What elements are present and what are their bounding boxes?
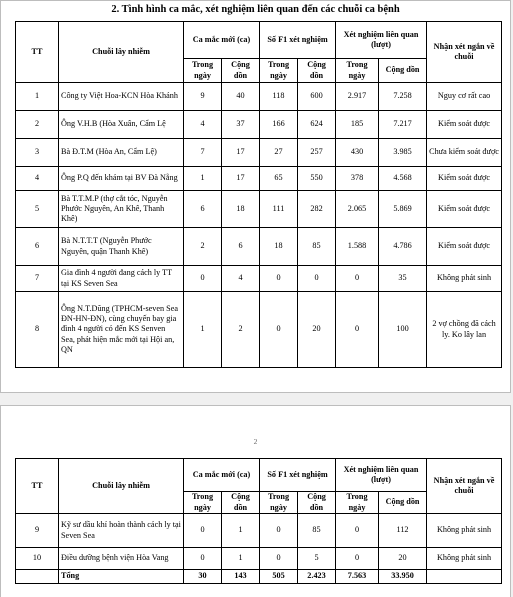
chain-name: Điều dưỡng bệnh viện Hòa Vang [59, 548, 184, 570]
total-f1-day: 505 [260, 570, 298, 584]
col-cases: Ca mắc mới (ca) [184, 22, 260, 59]
row-number: 6 [16, 228, 59, 266]
tests-cumulative: 4.786 [379, 228, 427, 266]
col-f1: Số F1 xét nghiệm [260, 459, 336, 492]
cases-day: 6 [184, 191, 222, 228]
col-chain: Chuỗi lây nhiễm [59, 459, 184, 514]
f1-day: 111 [260, 191, 298, 228]
tests-day: 378 [336, 167, 379, 191]
total-t-day: 7.563 [336, 570, 379, 584]
tests-day: 0 [336, 514, 379, 548]
col-cases: Ca mắc mới (ca) [184, 459, 260, 492]
f1-day: 0 [260, 266, 298, 292]
cases-day: 0 [184, 266, 222, 292]
cases-day: 1 [184, 167, 222, 191]
f1-cumulative: 5 [298, 548, 336, 570]
chain-name: Bà N.T.T.T (Nguyễn Phước Nguyên, quận Thanh Khê) [59, 228, 184, 266]
section-heading: 2. Tình hình ca mắc, xét nghiệm liên quan đến các chuỗi ca bệnh [111, 4, 400, 15]
table-row [16, 548, 502, 570]
tests-cumulative: 100 [379, 292, 427, 368]
cases-cumulative: 18 [222, 191, 260, 228]
row-number: 1 [16, 83, 59, 111]
remark: Nguy cơ rất cao [427, 83, 502, 111]
tests-day: 2.065 [336, 191, 379, 228]
tests-day: 430 [336, 139, 379, 167]
sub-cumulative: Cộng dồn [379, 492, 427, 514]
cases-cumulative: 1 [222, 548, 260, 570]
f1-cumulative: 624 [298, 111, 336, 139]
chain-name: Bà Đ.T.M (Hòa An, Cẩm Lệ) [59, 139, 184, 167]
f1-day: 0 [260, 292, 298, 368]
cases-day: 2 [184, 228, 222, 266]
cases-day: 9 [184, 83, 222, 111]
tests-day: 0 [336, 266, 379, 292]
tests-cumulative: 20 [379, 548, 427, 570]
sub-within: Trong ngày [336, 492, 379, 514]
page-number: 2 [253, 437, 258, 446]
total-f1-cum: 2.423 [298, 570, 336, 584]
tests-cumulative: 35 [379, 266, 427, 292]
row-number: 8 [16, 292, 59, 368]
row-number: 10 [16, 548, 59, 570]
sub-within: Trong ngày [260, 59, 298, 83]
remark: Không phát sinh [427, 514, 502, 548]
tests-day: 1.588 [336, 228, 379, 266]
cases-cumulative: 6 [222, 228, 260, 266]
f1-cumulative: 282 [298, 191, 336, 228]
table-row [16, 266, 502, 292]
f1-cumulative: 600 [298, 83, 336, 111]
cases-cumulative: 4 [222, 266, 260, 292]
row-number: 7 [16, 266, 59, 292]
cases-cumulative: 17 [222, 139, 260, 167]
col-remark: Nhận xét ngắn về chuỗi [427, 459, 502, 514]
cases-cumulative: 1 [222, 514, 260, 548]
col-tt: TT [16, 22, 59, 83]
chain-name: Ông P.Q đến khám tại BV Đà Nẵng [59, 167, 184, 191]
tests-day: 2.917 [336, 83, 379, 111]
cases-cumulative: 2 [222, 292, 260, 368]
transmission-chain-table [15, 21, 502, 368]
chain-name: Gia đình 4 người đang cách ly TT tại KS Seven Sea [59, 266, 184, 292]
f1-cumulative: 0 [298, 266, 336, 292]
f1-cumulative: 85 [298, 514, 336, 548]
cases-cumulative: 17 [222, 167, 260, 191]
table-row [16, 139, 502, 167]
f1-day: 0 [260, 514, 298, 548]
table-row [16, 167, 502, 191]
sub-cumulative: Cộng dồn [298, 59, 336, 83]
f1-cumulative: 85 [298, 228, 336, 266]
sub-within: Trong ngày [184, 492, 222, 514]
cases-cumulative: 40 [222, 83, 260, 111]
f1-day: 166 [260, 111, 298, 139]
total-c-day: 30 [184, 570, 222, 584]
chain-name: Ông N.T.Dũng (TPHCM-seven Sea ĐN-HN-ĐN), cùng chuyến bay gia đình 4 người có đến KS Senven Sea, phát hiện mắc mới tại Hội an, QN [59, 292, 184, 368]
remark: Kiểm soát được [427, 167, 502, 191]
row-number: 5 [16, 191, 59, 228]
remark: Không phát sinh [427, 266, 502, 292]
remark: Kiểm soát được [427, 228, 502, 266]
table-row [16, 191, 502, 228]
col-tt: TT [16, 459, 59, 514]
remark: 2 vợ chồng đã cách ly. Ko lây lan [427, 292, 502, 368]
total-c-cum: 143 [222, 570, 260, 584]
tests-day: 0 [336, 548, 379, 570]
cases-day: 1 [184, 292, 222, 368]
chain-name: Bà T.T.M.P (thợ cắt tóc, Nguyễn Phước Nguyên, An Khê, Thanh Khê) [59, 191, 184, 228]
sub-cumulative: Cộng dồn [222, 59, 260, 83]
col-remark: Nhận xét ngắn về chuỗi [427, 22, 502, 83]
table-row [16, 228, 502, 266]
sub-cumulative: Cộng dồn [379, 59, 427, 83]
sub-within: Trong ngày [336, 59, 379, 83]
total-tt-empty [16, 570, 59, 584]
cases-day: 4 [184, 111, 222, 139]
col-f1: Số F1 xét nghiệm [260, 22, 336, 59]
f1-cumulative: 550 [298, 167, 336, 191]
table-row [16, 292, 502, 368]
chain-name: Kỹ sư dầu khí hoàn thành cách ly tại Seven Sea [59, 514, 184, 548]
col-tests: Xét nghiệm liên quan (lượt) [336, 22, 427, 59]
f1-cumulative: 20 [298, 292, 336, 368]
total-row [16, 570, 502, 584]
tests-cumulative: 4.568 [379, 167, 427, 191]
tests-cumulative: 5.869 [379, 191, 427, 228]
cases-day: 0 [184, 514, 222, 548]
table-row [16, 111, 502, 139]
tests-cumulative: 112 [379, 514, 427, 548]
sub-cumulative: Cộng dồn [298, 492, 336, 514]
tests-day: 185 [336, 111, 379, 139]
transmission-chain-table-continued [15, 458, 502, 584]
total-remark-empty [427, 570, 502, 584]
tests-cumulative: 7.258 [379, 83, 427, 111]
sub-within: Trong ngày [260, 492, 298, 514]
cases-day: 7 [184, 139, 222, 167]
sub-within: Trong ngày [184, 59, 222, 83]
table-row [16, 83, 502, 111]
remark: Không phát sinh [427, 548, 502, 570]
sub-cumulative: Cộng dồn [222, 492, 260, 514]
cases-day: 0 [184, 548, 222, 570]
tests-cumulative: 3.985 [379, 139, 427, 167]
row-number: 4 [16, 167, 59, 191]
table-row [16, 514, 502, 548]
tests-day: 0 [336, 292, 379, 368]
total-label: Tổng [59, 570, 184, 584]
f1-day: 65 [260, 167, 298, 191]
document-page-2 [0, 405, 511, 597]
remark: Kiểm soát được [427, 191, 502, 228]
total-t-cum: 33.950 [379, 570, 427, 584]
row-number: 2 [16, 111, 59, 139]
chain-name: Công ty Việt Hoa-KCN Hòa Khánh [59, 83, 184, 111]
col-tests: Xét nghiệm liên quan (lượt) [336, 459, 427, 492]
col-chain: Chuỗi lây nhiễm [59, 22, 184, 83]
f1-cumulative: 257 [298, 139, 336, 167]
chain-name: Ông V.H.B (Hòa Xuân, Cẩm Lệ [59, 111, 184, 139]
remark: Kiểm soát được [427, 111, 502, 139]
f1-day: 118 [260, 83, 298, 111]
f1-day: 27 [260, 139, 298, 167]
f1-day: 0 [260, 548, 298, 570]
tests-cumulative: 7.217 [379, 111, 427, 139]
row-number: 3 [16, 139, 59, 167]
cases-cumulative: 37 [222, 111, 260, 139]
row-number: 9 [16, 514, 59, 548]
remark: Chưa kiểm soát được [427, 139, 502, 167]
f1-day: 18 [260, 228, 298, 266]
